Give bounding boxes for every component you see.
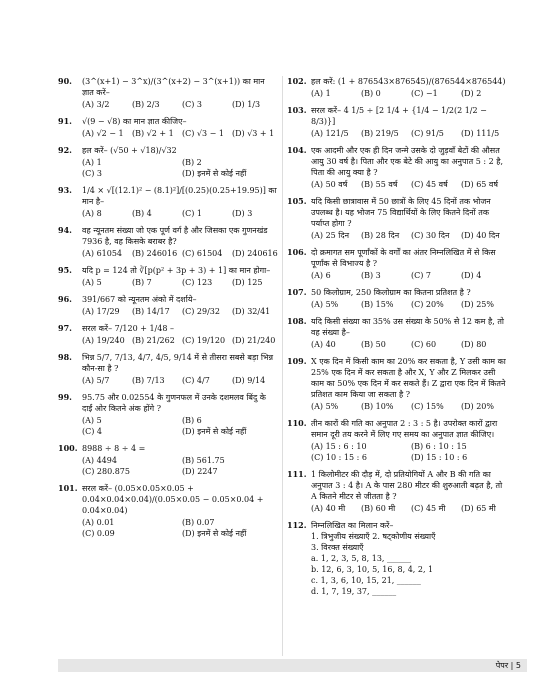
question-text: यदि p = 124 तो ∛[p(p² + 3p + 3) + 1] का मान होगा– [82, 266, 271, 275]
answer-option[interactable]: (C) 61504 [182, 249, 223, 258]
question-90 [58, 76, 278, 110]
answer-option[interactable]: (A) 25 दिन [311, 231, 350, 240]
question-text: 8988 ÷ 8 ÷ 4 = [82, 444, 146, 453]
question-number: 101. [58, 483, 78, 493]
answer-option[interactable]: (C) 4 [82, 427, 102, 436]
answer-option[interactable]: (B) 60 मी [361, 504, 396, 513]
answer-option[interactable]: (B) 3 [361, 271, 381, 280]
answer-option[interactable]: (C) 60 [411, 340, 437, 349]
question-text: 1 किलोमीटर की दौड़ में, दो प्रतियोगियों A और B की गति का अनुपात 3 : 4 है। A के पास 280 मीटर की शुरुआती बढ़त है, तो A कितने मीटर से जीतता है ? [311, 470, 503, 501]
answer-options [82, 157, 278, 179]
answer-options [82, 128, 278, 139]
answer-option[interactable]: (B) 246016 [132, 249, 178, 258]
answer-option[interactable]: (A) 5 [82, 416, 102, 425]
answer-options [311, 441, 507, 463]
answer-option[interactable]: (A) 6 [311, 271, 331, 280]
answer-options [311, 128, 507, 139]
answer-options [82, 248, 278, 259]
answer-options [82, 306, 278, 317]
question-text: वह न्यूनतम संख्या जो एक पूर्ण वर्ग है और जिसका एक गुणनखंड 7936 है, वह किसके बराबर है? [82, 226, 268, 246]
answer-option[interactable]: (C) 3 [182, 100, 202, 109]
answer-options [82, 375, 278, 386]
question-number: 95. [58, 265, 72, 275]
match-item: a. 1, 2, 3, 5, 8, 13, ______ [311, 554, 411, 563]
answer-option[interactable]: (B) 219/5 [361, 129, 399, 138]
question-98 [58, 352, 278, 386]
answer-option[interactable]: (B) 7/13 [132, 376, 165, 385]
answer-option[interactable]: (B) 2 [182, 158, 202, 167]
answer-options [311, 230, 507, 241]
answer-option[interactable]: (D) 9/14 [232, 376, 266, 385]
answer-option[interactable]: (D) 2 [461, 89, 482, 98]
left-column [58, 76, 278, 545]
column-divider [282, 76, 283, 656]
question-text: हल करें– (√50 + √18)/√32 [82, 146, 177, 155]
answer-option[interactable]: (C) 0.09 [82, 529, 115, 538]
answer-options [311, 503, 507, 514]
question-number: 111. [287, 469, 307, 479]
answer-option[interactable]: (A) 5% [311, 300, 339, 309]
question-text: तीन कारों की गति का अनुपात 2 : 3 : 5 है। उपरोक्त कारों द्वारा समान दूरी तय करने में लिए गए समय का अनुपात ज्ञात कीजिए। [311, 419, 498, 439]
question-text: यदि किसी छात्रावास में 50 छात्रों के लिए 45 दिनों तक भोजन उपलब्ध है। यह भोजन 75 विद्यार्थियों के लिए कितने दिनों तक पर्याप्त होगा ? [311, 197, 491, 228]
answer-options [311, 270, 507, 281]
question-text: X एक दिन में किसी काम का 20% कर सकता है, Y उसी काम का 25% एक दिन में कर सकता है और X, Y और Z मिलकर उसी काम का 50% एक दिन में कर सकते हैं। Z द्वारा एक दिन में कितने प्रतिशत काम किया जा सकता है ? [311, 357, 506, 399]
question-107 [287, 287, 507, 310]
question-text: 1/4 × √[(12.1)² − (8.1)²]/[(0.25)(0.25+19.95)] का मान है– [82, 186, 277, 206]
answer-option[interactable]: (A) 1 [82, 158, 102, 167]
page-footer [58, 659, 527, 672]
match-item: d. 1, 7, 19, 37, ______ [311, 587, 397, 596]
answer-option[interactable]: (A) 3/2 [82, 100, 110, 109]
question-text: यदि किसी संख्या का 35% उस संख्या के 50% से 12 कम है, तो वह संख्या है– [311, 317, 504, 337]
question-text: भिन्न 5/7, 7/13, 4/7, 4/5, 9/14 में से तीसरा सबसे बड़ा भिन्न कौन-सा है ? [82, 353, 274, 373]
question-92 [58, 145, 278, 179]
answer-option[interactable]: (C) 19/120 [182, 336, 226, 345]
question-text: दो क्रमागत सम पूर्णांकों के वर्गों का अंतर निम्नलिखित में से किस पूर्णांक से विभाज्य है ? [311, 248, 496, 268]
answer-option[interactable]: (D) 125 [232, 278, 263, 287]
question-text: 50 किलोग्राम, 250 किलोग्राम का कितना प्रतिशत है ? [311, 288, 471, 297]
answer-options [82, 517, 278, 539]
question-99 [58, 392, 278, 437]
answer-option[interactable]: (D) 32/41 [232, 307, 271, 316]
answer-option[interactable]: (B) 561.75 [182, 456, 225, 465]
question-101 [58, 483, 278, 539]
answer-option[interactable]: (D) 65 मी [461, 504, 496, 513]
question-text: 95.75 और 0.02554 के गुणनफल में उनके दशमलव बिंदु के दाईं ओर कितने अंक होंगे ? [82, 393, 266, 413]
question-text: √(9 − √8) का मान ज्ञात कीजिए– [82, 117, 187, 126]
answer-option[interactable]: (A) 5 [82, 278, 102, 287]
answer-options [311, 339, 507, 350]
question-text: 391/667 को न्यूनतम अंको में दर्शाये– [82, 295, 197, 304]
question-text: सरल करें– 7/120 + 1/48 – [82, 324, 174, 333]
question-number: 109. [287, 356, 307, 366]
answer-option[interactable]: (C) 20% [411, 300, 444, 309]
question-number: 107. [287, 287, 307, 297]
answer-options [311, 179, 507, 190]
answer-options [82, 277, 278, 288]
answer-option[interactable]: (D) 20% [461, 402, 494, 411]
answer-option[interactable]: (B) 4 [132, 209, 152, 218]
answer-option[interactable]: (C) 280.875 [82, 467, 130, 476]
question-text: (3^(x+1) − 3^x)/(3^(x+2) − 3^(x+1)) का मान ज्ञात करें– [82, 77, 265, 97]
answer-option[interactable]: (C) 45 मी [411, 504, 446, 513]
answer-options [82, 455, 278, 477]
question-number: 104. [287, 145, 307, 155]
match-item: 1. त्रिभुजीय संख्याएँ 2. षट्कोणीय संख्याएँ [311, 532, 436, 541]
answer-option[interactable]: (C) √3 − 1 [182, 129, 224, 138]
question-111 [287, 469, 507, 514]
question-text: एक आदमी और एक ही दिन जन्मे उसके दो जुड़वाँ बेटों की औसत आयु 30 वर्ष है। पिता और एक बेटे की आयु का अनुपात 5 : 2 है, पिता की आयु क्या है ? [311, 146, 504, 177]
answer-option[interactable]: (D) 1/3 [232, 100, 261, 109]
answer-option[interactable]: (C) 91/5 [411, 129, 444, 138]
answer-option[interactable]: (A) 0.01 [82, 518, 115, 527]
question-97 [58, 323, 278, 346]
answer-option[interactable]: (D) इनमें से कोई नहीं [182, 529, 247, 538]
question-number: 91. [58, 116, 72, 126]
answer-option[interactable]: (A) 50 वर्ष [311, 180, 348, 189]
answer-option[interactable]: (A) 121/5 [311, 129, 349, 138]
question-93 [58, 185, 278, 219]
answer-option[interactable]: (B) 6 [182, 416, 202, 425]
answer-option[interactable]: (B) √2 + 1 [132, 129, 174, 138]
answer-option[interactable]: (C) 45 वर्ष [411, 180, 448, 189]
question-number: 96. [58, 294, 72, 304]
answer-option[interactable]: (D) 21/240 [232, 336, 276, 345]
match-item: b. 12, 6, 3, 10, 5, 16, 8, 4, 2, 1 [311, 565, 434, 574]
answer-option[interactable]: (D) 15 : 10 : 6 [411, 453, 468, 462]
answer-options [311, 88, 507, 99]
answer-option[interactable]: (D) 25% [461, 300, 494, 309]
answer-option[interactable]: (D) इनमें से कोई नहीं [182, 169, 247, 178]
answer-option[interactable]: (A) 17/29 [82, 307, 120, 316]
question-number: 94. [58, 225, 72, 235]
question-number: 92. [58, 145, 72, 155]
answer-options [311, 299, 507, 310]
answer-option[interactable]: (B) 10% [361, 402, 394, 411]
answer-option[interactable]: (C) 15% [411, 402, 444, 411]
answer-option[interactable]: (B) 28 दिन [361, 231, 400, 240]
answer-option[interactable]: (A) 1 [311, 89, 331, 98]
answer-option[interactable]: (B) 7 [132, 278, 152, 287]
question-text: हल करें: (1 + 876543×876545)/(876544×876544) [311, 77, 506, 86]
question-112 [287, 520, 507, 597]
answer-option[interactable]: (C) 30 दिन [411, 231, 450, 240]
answer-option[interactable]: (D) √3 + 1 [232, 129, 275, 138]
question-91 [58, 116, 278, 139]
answer-option[interactable]: (A) 4494 [82, 456, 117, 465]
answer-option[interactable]: (A) 61054 [82, 249, 123, 258]
answer-option[interactable]: (D) 4 [461, 271, 482, 280]
question-text: सरल करें– (0.05×0.05×0.05 + 0.04×0.04×0.04)/(0.05×0.05 − 0.05×0.04 + 0.04×0.04) [82, 484, 264, 515]
question-number: 102. [287, 76, 307, 86]
question-number: 112. [287, 520, 307, 530]
answer-option[interactable]: (A) 19/240 [82, 336, 125, 345]
question-100 [58, 443, 278, 477]
question-number: 106. [287, 247, 307, 257]
answer-option[interactable]: (C) 123 [182, 278, 213, 287]
answer-options [82, 335, 278, 346]
question-number: 90. [58, 76, 72, 86]
answer-option[interactable]: (C) 3 [82, 169, 102, 178]
match-item: c. 1, 3, 6, 10, 15, 21, ______ [311, 576, 421, 585]
question-105 [287, 196, 507, 241]
question-103 [287, 105, 507, 139]
question-104 [287, 145, 507, 190]
answer-option[interactable]: (B) 0.07 [182, 518, 215, 527]
answer-option[interactable]: (B) 55 वर्ष [361, 180, 398, 189]
answer-option[interactable]: (C) 29/32 [182, 307, 220, 316]
question-96 [58, 294, 278, 317]
answer-option[interactable]: (B) 2/3 [132, 100, 160, 109]
answer-option[interactable]: (A) 5/7 [82, 376, 110, 385]
question-108 [287, 316, 507, 350]
answer-option[interactable]: (C) 7 [411, 271, 431, 280]
match-item: 3. विरक्त संख्याएँ [311, 543, 364, 552]
answer-option[interactable]: (D) 111/5 [461, 129, 500, 138]
answer-option[interactable]: (D) 80 [461, 340, 487, 349]
question-110 [287, 418, 507, 463]
question-102 [287, 76, 507, 99]
answer-option[interactable]: (A) 40 मी [311, 504, 346, 513]
right-column [287, 76, 507, 603]
question-number: 108. [287, 316, 307, 326]
answer-option[interactable]: (D) इनमें से कोई नहीं [182, 427, 247, 436]
question-number: 105. [287, 196, 307, 206]
answer-option[interactable]: (A) 5% [311, 402, 339, 411]
answer-option[interactable]: (D) 3 [232, 209, 253, 218]
question-number: 110. [287, 418, 307, 428]
answer-option[interactable]: (D) 40 दिन [461, 231, 500, 240]
answer-option[interactable]: (B) 0 [361, 89, 381, 98]
question-number: 98. [58, 352, 72, 362]
answer-option[interactable]: (C) 4/7 [182, 376, 210, 385]
answer-option[interactable]: (A) 8 [82, 209, 102, 218]
question-94 [58, 225, 278, 259]
question-text: सरल करें– 4 1/5 ÷ [2 1/4 + {1/4 − 1/2(2 1/2 − 8/3)}] [311, 106, 487, 126]
answer-option[interactable]: (B) 50 [361, 340, 386, 349]
answer-option[interactable]: (C) 10 : 15 : 6 [311, 453, 367, 462]
answer-option[interactable]: (C) 1 [182, 209, 202, 218]
answer-options [82, 415, 278, 437]
question-number: 100. [58, 443, 78, 453]
question-number: 103. [287, 105, 307, 115]
footer-page-label: पेपर | 5 [495, 661, 521, 670]
answer-option[interactable]: (B) 15% [361, 300, 394, 309]
answer-option[interactable]: (D) 240616 [232, 249, 278, 258]
question-109 [287, 356, 507, 412]
answer-option[interactable]: (A) √2 − 1 [82, 129, 124, 138]
answer-option[interactable]: (A) 15 : 6 : 10 [311, 442, 367, 451]
answer-options [82, 208, 278, 219]
answer-option[interactable]: (D) 65 वर्ष [461, 180, 498, 189]
answer-option[interactable]: (C) −1 [411, 89, 438, 98]
answer-options [82, 99, 278, 110]
answer-option[interactable]: (B) 14/17 [132, 307, 170, 316]
answer-option[interactable]: (D) 2247 [182, 467, 218, 476]
answer-options [311, 401, 507, 412]
question-number: 99. [58, 392, 72, 402]
answer-option[interactable]: (B) 21/262 [132, 336, 175, 345]
answer-option[interactable]: (B) 6 : 10 : 15 [411, 442, 467, 451]
question-text: निम्नलिखित का मिलान करें– [311, 521, 394, 530]
question-number: 97. [58, 323, 72, 333]
answer-option[interactable]: (A) 40 [311, 340, 336, 349]
question-106 [287, 247, 507, 281]
question-95 [58, 265, 278, 288]
question-number: 93. [58, 185, 72, 195]
